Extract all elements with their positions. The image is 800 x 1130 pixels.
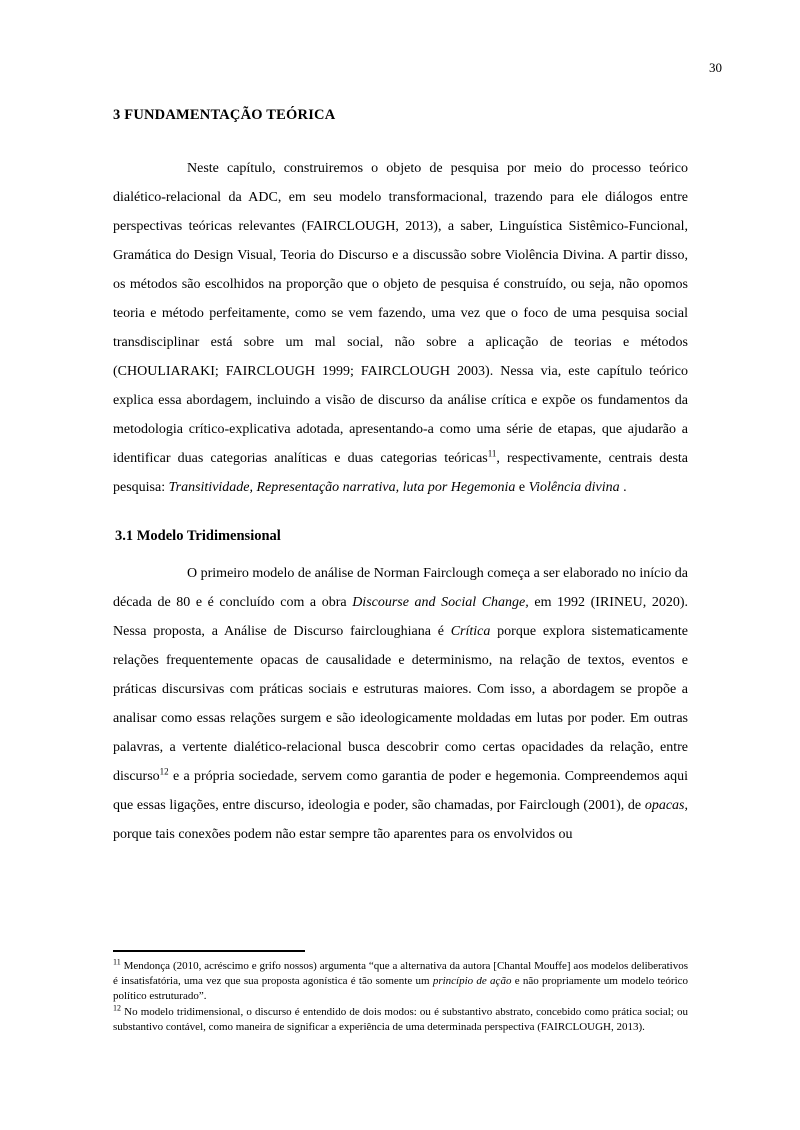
text-run: , respectivamente, centrais desta pesquisa: <box>113 451 688 495</box>
text-run: e <box>515 480 529 495</box>
page-content <box>113 107 688 849</box>
footnote-reference: 12 <box>113 1002 121 1012</box>
italic-text-run: Crítica <box>450 624 491 639</box>
italic-text-run: princípio de ação <box>432 975 512 988</box>
footnotes-section <box>113 950 688 1035</box>
italic-text-run: Violência divina <box>528 480 620 495</box>
text-run: Mendonça (2010, acréscimo e grifo nossos) argumenta “que a alternativa da autora [Chantal Mouffe] aos modelos deliberativos é insatisfatória, uma vez que sua proposta agonística é tão somente um <box>113 960 688 988</box>
text-run: Neste capítulo, construiremos o objeto de pesquisa por meio do processo teórico dialético-relacional da ADC, em seu modelo transformacional, trazendo para ele diálogos entre perspectivas teóricas relevantes (FAIRCLOUGH, 2013), a saber, Linguística Sistêmico-Funcional, Gramática do Design Visual, Teoria do Discurso e a discussão sobre Violência Divina. A partir disso, os métodos são escolhidos na proporção que o objeto de pesquisa é construído, ou seja, não opomos teoria e método perfeitamente, como se vem fazendo, uma vez que o foco de uma pesquisa social transdisciplinar está sobre um mal social, não sobre a aplicação de teorias e métodos (CHOULIARAKI; FAIRCLOUGH 1999; FAIRCLOUGH 2003). Nessa via, este capítulo teórico explica essa abordagem, incluindo a visão de discurso da análise crítica e expõe os fundamentos da metodologia crítico-explicativa adotada, apresentando-a como uma série de etapas, que ajudarão a identificar duas categorias analíticas e duas categorias teóricas <box>113 161 688 466</box>
footnote-reference: 11 <box>113 957 121 967</box>
text-run: O primeiro modelo de análise de Norman Fairclough começa a ser elaborado no início da década de 80 e é concluído com a obra <box>113 566 688 610</box>
text-run: . <box>619 480 627 495</box>
text-run: porque explora sistematicamente relações frequentemente opacas de causalidade e determinismo, na relação de textos, eventos e práticas discursivas com práticas sociais e estruturas maiores. Com isso, a abordagem se propõe a analisar como essas relações surgem e são ideologicamente moldadas em lutas por poder. Em outras palavras, a vertente dialético-relacional busca descobrir como certas opacidades da relação, entre discurso <box>113 624 688 784</box>
chapter-heading: 3 FUNDAMENTAÇÃO TEÓRICA <box>113 107 336 123</box>
italic-text-run: opacas <box>644 798 685 813</box>
text-run: , porque tais conexões podem não estar sempre tão aparentes para os envolvidos ou <box>113 798 688 842</box>
footnote-12 <box>113 1002 688 1035</box>
page-number: 30 <box>709 60 722 75</box>
text-run: em 1992 (IRINEU, 2020). Nessa proposta, a Análise de Discurso faircloughiana é <box>113 595 688 639</box>
footnote-reference: 12 <box>159 766 169 777</box>
italic-text-run: Transitividade, Representação narrativa, luta por Hegemonia <box>168 480 516 495</box>
paragraph-tridimensional-model <box>113 559 688 849</box>
paragraph-intro <box>113 154 688 502</box>
footnote-11 <box>113 959 688 1005</box>
section-heading: 3.1 Modelo Tridimensional <box>115 528 281 544</box>
footnote-separator-rule <box>113 950 305 952</box>
text-run: e a própria sociedade, servem como garantia de poder e hegemonia. Compreendemos aqui que essas ligações, entre discurso, ideologia e poder, são chamadas, por Fairclough (2001), de <box>113 769 688 813</box>
text-run: No modelo tridimensional, o discurso é entendido de dois modos: ou é substantivo abstrato, concebido como prática social; ou substantivo contável, como maneira de significar a experiência de uma determinada perspectiva (FAIRCLOUGH, 2013). <box>113 1005 688 1033</box>
footnote-reference: 11 <box>487 448 497 459</box>
text-run: e não propriamente um modelo teórico político estruturado”. <box>113 975 689 1003</box>
italic-text-run: Discourse and Social Change, <box>352 595 529 610</box>
